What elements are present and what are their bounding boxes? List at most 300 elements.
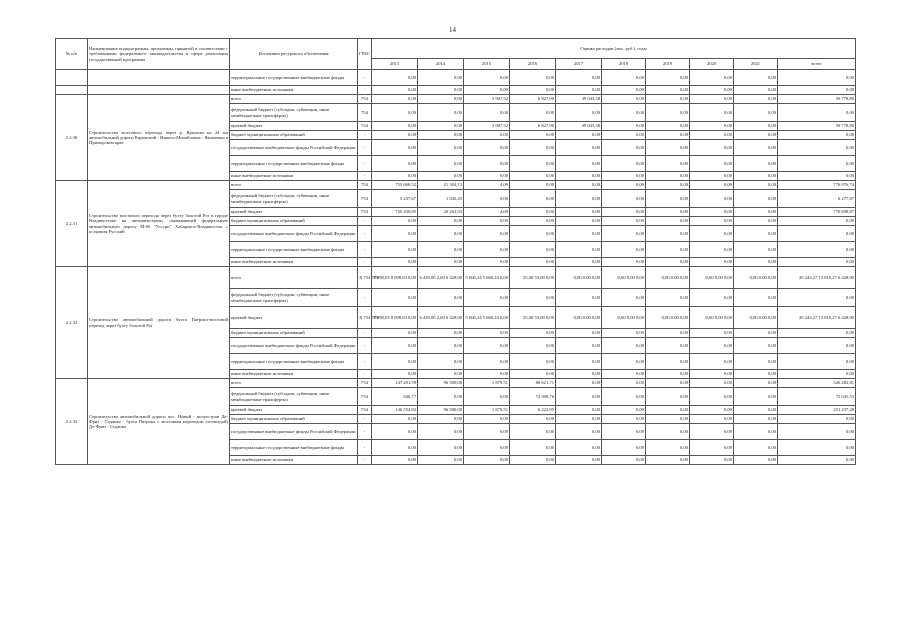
source-cell: территориальные государственные внебюджетные фонды: [230, 242, 358, 258]
value-cell: 0,00: [778, 217, 856, 226]
value-cell: 0,00: [464, 190, 510, 208]
value-cell: 0,00: [602, 190, 646, 208]
value-cell: 0,00 0,00 0,00: [734, 267, 778, 289]
value-cell: 0,00: [690, 338, 734, 354]
value-cell: 0,00: [556, 172, 602, 181]
source-cell: краевой бюджет: [230, 122, 358, 131]
value-cell: 49 043,38: [556, 122, 602, 131]
value-cell: 0,00: [690, 456, 734, 465]
value-cell: 6 222,95: [510, 406, 556, 415]
value-cell: 0,00: [464, 140, 510, 156]
header-estimate: Оценка расходов (тыс. руб.), годы: [372, 39, 856, 59]
value-cell: 0,00: [646, 379, 690, 388]
value-cell: 0,00: [734, 289, 778, 307]
value-cell: 0,00: [556, 242, 602, 258]
value-cell: 0,00: [556, 181, 602, 190]
item-number: 2.2.30: [56, 95, 88, 181]
source-cell: федеральный бюджет (субсидии, субвенции, иные межбюджетные трансферты): [230, 388, 358, 406]
value-cell: 0,00: [778, 70, 856, 86]
expenses-table: [55, 38, 856, 465]
source-cell: краевой бюджет: [230, 208, 358, 217]
value-cell: 0,00: [778, 131, 856, 140]
value-cell: 0,00: [464, 424, 510, 440]
grbs-cell: -: [358, 156, 372, 172]
source-cell: государственные внебюджетные фонды Российской Федерации: [230, 140, 358, 156]
value-cell: 0,00 0,00 0,00: [690, 267, 734, 289]
value-cell: 0,00: [734, 456, 778, 465]
value-cell: 0,00: [646, 370, 690, 379]
source-cell: иные внебюджетные источники: [230, 258, 358, 267]
source-cell: бюджет муниципальных образований: [230, 329, 358, 338]
value-cell: 0,00: [646, 242, 690, 258]
value-cell: 0,00: [510, 424, 556, 440]
value-cell: 0,00: [690, 181, 734, 190]
item-name: Строительство мостового перехода через р. Крылова на 24 км автомобильной дороги Кировский - Николо-Михайловка - Яковлевка в Приморском крае: [88, 95, 230, 181]
value-cell: 0,00: [556, 388, 602, 406]
grbs-cell: -: [358, 289, 372, 307]
value-cell: 0,00: [510, 289, 556, 307]
header-source: Источники ресурсного обеспечения: [230, 39, 358, 70]
value-cell: 0,00: [646, 190, 690, 208]
value-cell: 0,00: [464, 456, 510, 465]
value-cell: 0,00: [510, 86, 556, 95]
value-cell: 0,00: [778, 140, 856, 156]
value-cell: 0,00: [602, 258, 646, 267]
grbs-cell: -: [358, 258, 372, 267]
value-cell: 96 580,00: [418, 379, 464, 388]
value-cell: 0,00: [510, 354, 556, 370]
value-cell: 0,00: [418, 131, 464, 140]
header-year: 2015: [464, 59, 510, 70]
source-cell: иные внебюджетные источники: [230, 370, 358, 379]
value-cell: 0,00: [734, 208, 778, 217]
value-cell: 770 698,87: [778, 208, 856, 217]
header-year: 2016: [510, 59, 556, 70]
grbs-cell: -: [358, 226, 372, 242]
value-cell: 0,00: [510, 329, 556, 338]
value-cell: 0,00: [418, 156, 464, 172]
value-cell: 4,09: [464, 208, 510, 217]
value-cell: 0,00: [510, 181, 556, 190]
source-cell: территориальные государственные внебюджетные фонды: [230, 70, 358, 86]
value-cell: 0,00: [646, 181, 690, 190]
value-cell: 0,00: [690, 424, 734, 440]
value-cell: 0,00: [556, 379, 602, 388]
value-cell: 0,00: [646, 329, 690, 338]
value-cell: 0,00: [778, 338, 856, 354]
value-cell: 0,00: [372, 329, 418, 338]
value-cell: 0,00: [510, 242, 556, 258]
value-cell: 0,00: [510, 415, 556, 424]
value-cell: 776 976,74: [778, 181, 856, 190]
value-cell: 20 243,27 13 815,27 6 428,00: [778, 307, 856, 329]
value-cell: 0,00: [556, 338, 602, 354]
value-cell: 0,00: [372, 70, 418, 86]
grbs-cell: -: [358, 70, 372, 86]
value-cell: 0,00: [556, 190, 602, 208]
value-cell: 0,00: [690, 172, 734, 181]
grbs-cell: -: [358, 338, 372, 354]
value-cell: 0,00: [602, 70, 646, 86]
value-cell: 0,00: [510, 440, 556, 456]
value-cell: 0,00: [646, 226, 690, 242]
value-cell: 0,00: [646, 140, 690, 156]
value-cell: 0,00: [778, 242, 856, 258]
header-no: № п/п: [56, 39, 88, 70]
header-year: 2019: [646, 59, 690, 70]
grbs-cell: -: [358, 140, 372, 156]
value-cell: 0,00: [556, 289, 602, 307]
grbs-cell: -: [358, 242, 372, 258]
value-cell: 0,00: [418, 370, 464, 379]
value-cell: 0,00: [690, 242, 734, 258]
value-cell: 0,00: [690, 370, 734, 379]
value-cell: 146 554,82: [372, 406, 418, 415]
item-number: 2.2.32: [56, 267, 88, 379]
value-cell: 0,00: [778, 86, 856, 95]
value-cell: 0,00: [602, 289, 646, 307]
value-cell: 0,00: [646, 217, 690, 226]
value-cell: 0,00: [734, 104, 778, 122]
header-grbs: ГРБС: [358, 39, 372, 70]
value-cell: 0,00: [602, 456, 646, 465]
source-cell: иные внебюджетные источники: [230, 172, 358, 181]
value-cell: 0,00 0,00 0,00: [556, 267, 602, 289]
value-cell: 0,00: [602, 104, 646, 122]
value-cell: 0,00: [464, 156, 510, 172]
value-cell: 0,00: [418, 388, 464, 406]
value-cell: 0,00: [734, 440, 778, 456]
grbs-cell: Х 754 779: [358, 307, 372, 329]
value-cell: 0,00: [464, 104, 510, 122]
value-cell: 0,00: [556, 156, 602, 172]
value-cell: 0,00: [646, 388, 690, 406]
source-cell: краевой бюджет: [230, 406, 358, 415]
value-cell: 3 907,52: [464, 95, 510, 104]
value-cell: 0,00: [464, 70, 510, 86]
header-year: 2020: [690, 59, 734, 70]
source-cell: территориальные государственные внебюджетные фонды: [230, 440, 358, 456]
value-cell: 0,00: [464, 440, 510, 456]
value-cell: 0,00: [690, 354, 734, 370]
value-cell: 0,00: [510, 172, 556, 181]
value-cell: 0,00: [734, 181, 778, 190]
grbs-cell: Х 754 779: [358, 267, 372, 289]
value-cell: 0,00: [690, 70, 734, 86]
value-cell: 0,00: [372, 289, 418, 307]
value-cell: 0,00: [556, 226, 602, 242]
value-cell: 0,00: [690, 289, 734, 307]
value-cell: 0,00: [646, 338, 690, 354]
value-cell: 0,00: [602, 379, 646, 388]
grbs-cell: -: [358, 424, 372, 440]
value-cell: 0,00: [418, 95, 464, 104]
table-row: [56, 70, 856, 86]
value-cell: 0,00: [690, 156, 734, 172]
value-cell: 96 580,00: [418, 406, 464, 415]
value-cell: 0,00: [646, 424, 690, 440]
value-cell: 1 879,51: [464, 406, 510, 415]
value-cell: 5 660,24 5 660,24 0,00: [464, 267, 510, 289]
value-cell: 59 778,80: [778, 122, 856, 131]
empty-name-cell: [88, 86, 230, 95]
value-cell: 0,00: [602, 415, 646, 424]
value-cell: 0,00: [556, 354, 602, 370]
grbs-cell: 754: [358, 95, 372, 104]
grbs-cell: -: [358, 86, 372, 95]
grbs-cell: -: [358, 329, 372, 338]
source-cell: федеральный бюджет (субсидии, субвенции, иные межбюджетные трансферты): [230, 289, 358, 307]
source-cell: государственные внебюджетные фонды Российской Федерации: [230, 338, 358, 354]
source-cell: территориальные государственные внебюджетные фонды: [230, 354, 358, 370]
grbs-cell: -: [358, 456, 372, 465]
grbs-cell: 754: [358, 388, 372, 406]
value-cell: 0,00: [734, 172, 778, 181]
grbs-cell: 754: [358, 379, 372, 388]
value-cell: 1 040,20: [418, 190, 464, 208]
value-cell: 20 263,93: [418, 208, 464, 217]
value-cell: 0,00 0,00 0,00: [556, 307, 602, 329]
value-cell: 0,00: [690, 388, 734, 406]
value-cell: 0,00: [418, 338, 464, 354]
value-cell: 0,00: [602, 172, 646, 181]
header-year: 2017: [556, 59, 602, 70]
grbs-cell: 754: [358, 406, 372, 415]
value-cell: 0,00: [556, 415, 602, 424]
value-cell: 0,00: [778, 415, 856, 424]
value-cell: 0,00: [372, 156, 418, 172]
value-cell: 0,00: [510, 258, 556, 267]
value-cell: 0,00: [372, 140, 418, 156]
value-cell: 0,00: [646, 415, 690, 424]
value-cell: 0,00: [734, 415, 778, 424]
source-cell: бюджет муниципальных образований: [230, 131, 358, 140]
value-cell: 0,00: [690, 217, 734, 226]
value-cell: 0,00: [646, 86, 690, 95]
table-row: [56, 267, 856, 289]
value-cell: 0,00: [510, 456, 556, 465]
value-cell: 0,00: [418, 226, 464, 242]
value-cell: 0,00: [602, 424, 646, 440]
value-cell: 0,00: [602, 140, 646, 156]
value-cell: 0,00: [372, 258, 418, 267]
source-cell: государственные внебюджетные фонды Российской Федерации: [230, 424, 358, 440]
value-cell: 0,00: [690, 122, 734, 131]
value-cell: 0,00 0,00 0,00: [646, 307, 690, 329]
value-cell: 0,00: [690, 415, 734, 424]
source-cell: всего: [230, 267, 358, 289]
value-cell: 0,00: [778, 329, 856, 338]
value-cell: 0,00: [734, 388, 778, 406]
value-cell: 0,00: [372, 226, 418, 242]
grbs-cell: 754: [358, 208, 372, 217]
value-cell: 0,00: [734, 258, 778, 267]
value-cell: 0,00: [464, 338, 510, 354]
value-cell: 6 277,87: [778, 190, 856, 208]
value-cell: 0,00: [418, 242, 464, 258]
value-cell: 0,00: [418, 172, 464, 181]
value-cell: 0,00: [690, 329, 734, 338]
value-cell: 147 201,59: [372, 379, 418, 388]
value-cell: 0,00: [556, 424, 602, 440]
value-cell: 0,00: [690, 226, 734, 242]
value-cell: 0,00: [690, 86, 734, 95]
value-cell: 0,00: [464, 370, 510, 379]
value-cell: 8 098,03 8 098,03 0,00: [372, 267, 418, 289]
value-cell: 0,00: [734, 424, 778, 440]
empty-name-cell: [88, 70, 230, 86]
value-cell: 0,00: [646, 131, 690, 140]
value-cell: 0,00: [372, 104, 418, 122]
value-cell: 0,00: [464, 354, 510, 370]
value-cell: 0,00: [372, 95, 418, 104]
value-cell: 3 907,52: [464, 122, 510, 131]
item-name: Строительство мостового перехода через бухту Золотой Рог в городе Владивостоке на автомагистрали, связывающей федеральную автомобильную дорогу М-60 "Уссури" Хабаровск-Владивосток с островом Русский: [88, 181, 230, 267]
value-cell: 0,00: [734, 406, 778, 415]
value-cell: 326 282,81: [778, 379, 856, 388]
value-cell: 0,00: [778, 104, 856, 122]
source-cell: государственные внебюджетные фонды Российской Федерации: [230, 226, 358, 242]
value-cell: 0,00: [602, 131, 646, 140]
value-cell: 6 827,90: [510, 95, 556, 104]
grbs-cell: 754: [358, 122, 372, 131]
value-cell: 0,00: [602, 226, 646, 242]
value-cell: 0,00: [418, 258, 464, 267]
source-cell: краевой бюджет: [230, 307, 358, 329]
header-year: 2021: [734, 59, 778, 70]
value-cell: 0,00: [734, 226, 778, 242]
header-year: 2013: [372, 59, 418, 70]
value-cell: 0,00: [464, 415, 510, 424]
value-cell: 6 430,00 2,00 6 428,00: [418, 267, 464, 289]
value-cell: 0,00: [602, 354, 646, 370]
value-cell: 0,00: [556, 140, 602, 156]
value-cell: 0,00: [556, 70, 602, 86]
value-cell: 0,00: [734, 242, 778, 258]
value-cell: 251 237,28: [778, 406, 856, 415]
grbs-cell: 754: [358, 104, 372, 122]
value-cell: 0,00: [418, 440, 464, 456]
value-cell: 0,00: [778, 370, 856, 379]
value-cell: 0,00: [734, 370, 778, 379]
value-cell: 0,00: [556, 86, 602, 95]
grbs-cell: 754: [358, 181, 372, 190]
value-cell: 0,00: [556, 131, 602, 140]
value-cell: 4,09: [464, 181, 510, 190]
value-cell: 0,00: [690, 406, 734, 415]
value-cell: 0,00 0,00 0,00: [690, 307, 734, 329]
grbs-cell: -: [358, 354, 372, 370]
value-cell: 0,00: [510, 104, 556, 122]
value-cell: 8 098,03 8 098,03 0,00: [372, 307, 418, 329]
value-cell: 0,00: [510, 131, 556, 140]
value-cell: 0,00: [646, 70, 690, 86]
value-cell: 0,00 0,00 0,00: [602, 307, 646, 329]
value-cell: 0,00: [734, 140, 778, 156]
item-name: Строительство автомобильной дороги бухта Патрокл-мостовой переход через бухту Золотой Рог: [88, 267, 230, 379]
value-cell: 0,00: [418, 354, 464, 370]
value-cell: 0,00: [510, 190, 556, 208]
value-cell: 55,00 55,00 0,00: [510, 307, 556, 329]
value-cell: 0,00: [646, 406, 690, 415]
value-cell: 0,00: [646, 122, 690, 131]
page-number: 14: [449, 26, 456, 34]
value-cell: 0,00: [372, 122, 418, 131]
value-cell: 0,00: [510, 70, 556, 86]
value-cell: 0,00: [690, 104, 734, 122]
value-cell: 0,00: [690, 208, 734, 217]
value-cell: 0,00: [690, 140, 734, 156]
source-cell: иные внебюджетные источники: [230, 456, 358, 465]
value-cell: 0,00: [418, 104, 464, 122]
value-cell: 0,00: [510, 338, 556, 354]
value-cell: 0,00: [602, 406, 646, 415]
value-cell: 0,00: [690, 190, 734, 208]
value-cell: 0,00: [646, 104, 690, 122]
value-cell: 0,00: [602, 440, 646, 456]
value-cell: 0,00: [556, 208, 602, 217]
value-cell: 0,00: [646, 208, 690, 217]
value-cell: 0,00: [372, 172, 418, 181]
value-cell: 0,00: [734, 354, 778, 370]
value-cell: 0,00: [602, 370, 646, 379]
value-cell: 0,00: [734, 95, 778, 104]
value-cell: 0,00: [556, 370, 602, 379]
value-cell: 0,00: [556, 456, 602, 465]
value-cell: 0,00: [372, 338, 418, 354]
value-cell: 0,00: [556, 440, 602, 456]
value-cell: 0,00: [372, 456, 418, 465]
value-cell: 0,00: [778, 440, 856, 456]
value-cell: 0,00: [464, 258, 510, 267]
value-cell: 0,00: [602, 156, 646, 172]
value-cell: 0,00: [734, 70, 778, 86]
value-cell: 55,00 55,00 0,00: [510, 267, 556, 289]
value-cell: 0,00: [646, 95, 690, 104]
value-cell: 0,00: [646, 440, 690, 456]
grbs-cell: 754: [358, 190, 372, 208]
header-year: 2018: [602, 59, 646, 70]
source-cell: иные внебюджетные источники: [230, 86, 358, 95]
grbs-cell: -: [358, 131, 372, 140]
item-number: 2.2.33: [56, 379, 88, 465]
empty-no-cell: [56, 70, 88, 86]
value-cell: 0,00: [602, 86, 646, 95]
value-cell: 0,00: [778, 226, 856, 242]
value-cell: 0,00: [646, 456, 690, 465]
source-cell: территориальные государственные внебюджетные фонды: [230, 156, 358, 172]
table-row: [56, 181, 856, 190]
value-cell: 0,00: [372, 217, 418, 226]
value-cell: 0,00: [646, 354, 690, 370]
header-row: [56, 39, 856, 59]
value-cell: 0,00: [418, 217, 464, 226]
value-cell: 0,00 0,00 0,00: [646, 267, 690, 289]
value-cell: 0,00: [690, 440, 734, 456]
value-cell: 0,00: [556, 104, 602, 122]
value-cell: 0,00: [734, 122, 778, 131]
value-cell: 75 045,53: [778, 388, 856, 406]
value-cell: 0,00: [778, 456, 856, 465]
grbs-cell: -: [358, 415, 372, 424]
source-cell: федеральный бюджет (субсидии, субвенции, иные межбюджетные трансферты): [230, 104, 358, 122]
value-cell: 80 621,71: [510, 379, 556, 388]
source-cell: бюджет муниципальных образований: [230, 415, 358, 424]
item-number: 2.2.31: [56, 181, 88, 267]
value-cell: 0,00: [556, 406, 602, 415]
value-cell: 0,00: [646, 156, 690, 172]
value-cell: 5 237,67: [372, 190, 418, 208]
